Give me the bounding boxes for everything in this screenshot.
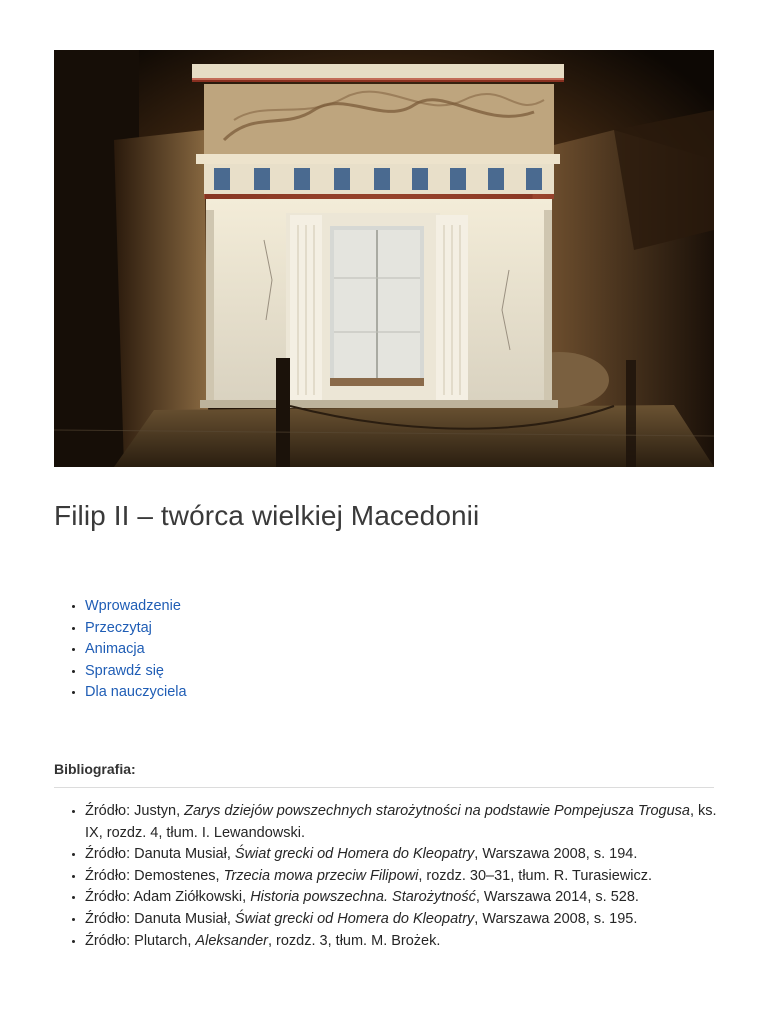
toc-link-animacja[interactable]: Animacja: [85, 641, 145, 658]
toc-item: [85, 661, 187, 683]
bibliography-item: [85, 909, 725, 931]
bibliography-title: Świat grecki od Homera do Kleopatry: [234, 910, 475, 927]
bibliography-item: [85, 866, 725, 888]
bibliography-prefix: Źródło: Demostenes,: [85, 867, 224, 884]
bibliography-prefix: Źródło: Danuta Musiał,: [85, 910, 235, 927]
toc-link-przeczytaj[interactable]: Przeczytaj: [85, 619, 152, 636]
bibliography-suffix: , Warszawa 2014, s. 528.: [475, 889, 639, 906]
bibliography-title: Historia powszechna. Starożytność: [250, 889, 476, 906]
bibliography-heading: Bibliografia:: [54, 761, 136, 777]
bibliography-title: Zarys dziejów powszechnych starożytności na podstawie Pompejusza Trogusa: [184, 803, 690, 819]
bibliography-item: [85, 931, 725, 953]
bibliography-title: Trzecia mowa przeciw Filipowi: [223, 867, 419, 884]
bibliography-suffix: , Warszawa 2008, s. 194.: [474, 846, 638, 863]
bibliography-suffix: , Warszawa 2008, s. 195.: [474, 910, 638, 927]
bibliography-prefix: Źródło: Danuta Musiał,: [85, 846, 235, 863]
bibliography-list: [54, 801, 725, 952]
page-title: Filip II – twórca wielkiej Macedonii: [54, 500, 480, 531]
bibliography-prefix: Źródło: Justyn,: [85, 803, 185, 819]
bibliography-prefix: Źródło: Adam Ziółkowski,: [85, 889, 251, 906]
bibliography-title: Świat grecki od Homera do Kleopatry: [234, 846, 475, 863]
toc-item: [85, 596, 187, 618]
bibliography-suffix: , ks. IX, rozdz. 4, tłum. I. Lewandowski.: [85, 803, 717, 841]
bibliography-item: [85, 801, 725, 844]
divider: [54, 787, 714, 788]
toc-item: [85, 682, 187, 704]
toc-link-wprowadzenie[interactable]: Wprowadzenie: [85, 598, 181, 614]
bibliography-item: [85, 887, 725, 909]
bibliography-title: Aleksander: [195, 932, 268, 949]
toc-item: [85, 639, 187, 661]
toc-item: [85, 618, 187, 640]
bibliography-suffix: , rozdz. 30–31, tłum. R. Turasiewicz.: [418, 867, 653, 884]
bibliography-item: [85, 844, 725, 866]
hero-image: [54, 50, 714, 467]
bibliography-prefix: Źródło: Plutarch,: [85, 932, 196, 949]
tomb-facade-image: [54, 50, 714, 467]
bibliography-suffix: , rozdz. 3, tłum. M. Brożek.: [267, 932, 441, 949]
table-of-contents: [54, 596, 187, 704]
toc-link-sprawdz-sie[interactable]: Sprawdź się: [85, 662, 164, 679]
toc-link-dla-nauczyciela[interactable]: Dla nauczyciela: [85, 684, 187, 701]
